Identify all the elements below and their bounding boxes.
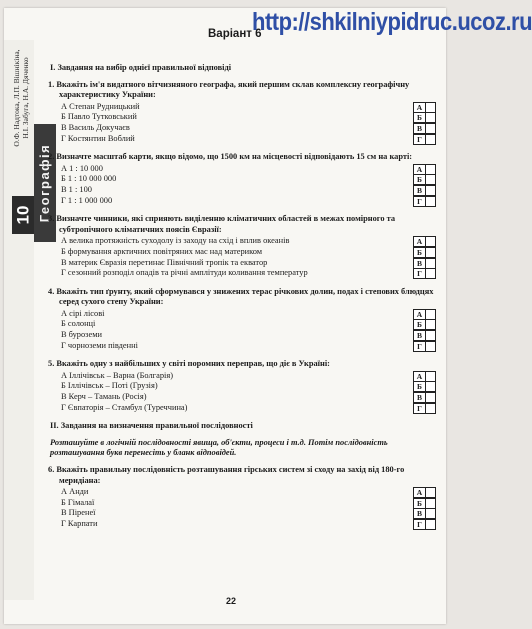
answer-checkbox[interactable] — [426, 123, 436, 134]
question — [48, 80, 434, 145]
answer-grid-row — [413, 371, 436, 381]
section-1-title: I. Завдання на вибір однієї правильної відповіді — [50, 63, 232, 72]
answer-grid-letter: В — [413, 123, 426, 134]
answer-grid-letter: Б — [413, 498, 426, 509]
question-text: 1. Вкажіть ім'я видатного вітчизняного географа, який першим склав комплексну географічну характеристику України: — [48, 79, 410, 100]
question-text: 6. Вкажіть правильну послідовність розташування гірських систем зі сходу на захід від 180-го меридіана: — [48, 465, 405, 485]
answer-option: В 1 : 100 — [61, 184, 92, 194]
answer-checkbox[interactable] — [426, 134, 436, 145]
answer-option: Б солонці — [61, 319, 96, 329]
authors-line-2: Н.І. Забуга, Н.А. Дяченко — [21, 57, 30, 139]
answer-grid-letter: А — [413, 102, 426, 113]
answer-block — [48, 371, 434, 413]
answer-option: Б Павло Тутковський — [61, 112, 137, 122]
answer-grid-row — [413, 164, 436, 174]
answer-checkbox[interactable] — [426, 164, 436, 175]
answer-checkbox[interactable] — [426, 381, 436, 392]
answer-grid-letter: Б — [413, 112, 426, 123]
answer-grid — [413, 309, 436, 351]
answer-grid-letter: Г — [413, 403, 426, 414]
answer-checkbox[interactable] — [426, 498, 436, 509]
answer-options — [48, 164, 116, 206]
answer-option: А Іллічівськ – Варна (Болгарія) — [61, 370, 173, 380]
answer-grid — [413, 371, 436, 413]
answer-checkbox[interactable] — [426, 341, 436, 352]
answer-checkbox[interactable] — [426, 102, 436, 113]
grade-number: 10 — [12, 205, 32, 225]
answer-option: А Анди — [61, 487, 89, 497]
answer-checkbox[interactable] — [426, 330, 436, 341]
answer-option: В Керч – Тамань (Росія) — [61, 392, 147, 402]
answer-checkbox[interactable] — [426, 174, 436, 185]
question — [48, 152, 434, 206]
question-text: 4. Вкажіть тип ґрунту, який сформувався у знижених терас річкових долин, подах і степових блюдцях серед сухого степу України: — [48, 286, 434, 307]
answer-grid-letter: Г — [413, 519, 426, 530]
answer-grid-letter: Г — [413, 196, 426, 207]
answer-grid-letter: В — [413, 258, 426, 269]
answer-option: А сірі лісові — [61, 308, 105, 318]
answer-grid-letter: В — [413, 392, 426, 403]
answer-grid-row — [413, 123, 436, 133]
answer-grid-row — [413, 319, 436, 329]
section-1-questions — [48, 80, 434, 414]
answer-grid-row — [413, 392, 436, 402]
section-2-instruction: Розташуйте в логічній послідовності явища, об'єкти, процеси і т.д. Потім послідовність розташування букв перенесіть у бланк відповідей. — [50, 437, 388, 458]
question-text: 3. Визначте чинники, які сприяють виділенню кліматичних областей в межах помірного та субтропічного кліматичних поясів Євразії: — [48, 214, 396, 234]
answer-checkbox[interactable] — [426, 236, 436, 247]
authors-line-1: О.Ф. Надтока, Л.П. Вішнікіна, — [12, 49, 21, 147]
question — [48, 287, 434, 352]
answer-option: В буроземи — [61, 330, 102, 340]
answer-checkbox[interactable] — [426, 371, 436, 382]
answer-grid-row — [413, 341, 436, 351]
answer-checkbox[interactable] — [426, 487, 436, 498]
answer-option: Г Костянтин Воблий — [61, 133, 135, 143]
answer-option: А велика протяжність суходолу із заходу на схід і вплив океанів — [61, 236, 290, 246]
answer-grid-row — [413, 403, 436, 413]
answer-option: А 1 : 10 000 — [61, 163, 103, 173]
answer-options — [48, 102, 140, 144]
answer-grid-letter: Б — [413, 319, 426, 330]
answer-option: В Василь Докучаєв — [61, 122, 130, 132]
answer-option: Б 1 : 10 000 000 — [61, 174, 117, 184]
answer-grid-row — [413, 330, 436, 340]
answer-grid-row — [413, 196, 436, 206]
question — [48, 359, 434, 413]
answer-grid-letter: В — [413, 185, 426, 196]
answer-grid-letter: В — [413, 508, 426, 519]
answer-grid — [413, 487, 436, 529]
answer-checkbox[interactable] — [426, 519, 436, 530]
site-url-watermark: http://shkilniypidruc.ucoz.ru — [252, 7, 532, 36]
answer-grid — [413, 102, 436, 144]
answer-grid-row — [413, 381, 436, 391]
grade-badge — [12, 196, 34, 234]
answer-block — [48, 309, 434, 351]
answer-grid-letter: Г — [413, 268, 426, 279]
answer-checkbox[interactable] — [426, 185, 436, 196]
answer-checkbox[interactable] — [426, 508, 436, 519]
answer-grid-letter: А — [413, 371, 426, 382]
answer-grid-letter: Б — [413, 381, 426, 392]
answer-option: В Піренеї — [61, 508, 96, 518]
answer-options — [48, 309, 138, 351]
answer-grid-row — [413, 112, 436, 122]
answer-grid-letter: А — [413, 236, 426, 247]
answer-grid-row — [413, 268, 436, 278]
answer-options — [48, 371, 187, 413]
answer-options — [48, 487, 97, 529]
answer-option: Г сезонний розподіл опадів та річні амплітуди коливання температур — [61, 268, 308, 278]
page-number: 22 — [226, 596, 237, 606]
answer-grid-letter: А — [413, 164, 426, 175]
answer-grid-letter: А — [413, 487, 426, 498]
answer-grid-row — [413, 498, 436, 508]
subject-label: Географія — [34, 124, 56, 242]
question-text: 2. Визначте масштаб карти, якщо відомо, що 1500 км на місцевості відповідають 15 см на карті: — [48, 152, 413, 162]
answer-option: Б формування арктичних повітряних мас над материком — [61, 246, 263, 256]
answer-option: Б Гімалаї — [61, 497, 95, 507]
answer-block — [48, 236, 434, 278]
answer-option: А Степан Рудницький — [61, 101, 140, 111]
answer-grid-row — [413, 258, 436, 268]
answer-option: Г Євпаторія – Стамбул (Туреччина) — [61, 402, 188, 412]
answer-grid-letter: А — [413, 309, 426, 320]
section-2-title: II. Завдання на визначення правильної послідовності — [50, 421, 253, 431]
question — [48, 214, 434, 279]
answer-grid-row — [413, 519, 436, 529]
question-text: 5. Вкажіть одну з найбільших у світі поромних переправ, що діє в Україні: — [48, 359, 330, 369]
answer-grid-letter: Г — [413, 341, 426, 352]
answer-checkbox[interactable] — [426, 268, 436, 279]
answer-checkbox[interactable] — [426, 319, 436, 330]
answer-option: Г Карпати — [61, 518, 98, 528]
answer-option: В материк Євразія перетинає Північний тропік та екватор — [61, 257, 268, 267]
side-authors — [12, 0, 32, 196]
answer-option: Г чорноземи південні — [61, 340, 138, 350]
answer-block — [48, 164, 434, 206]
answer-grid-letter: В — [413, 330, 426, 341]
answer-checkbox[interactable] — [426, 392, 436, 403]
answer-checkbox[interactable] — [426, 309, 436, 320]
answer-grid-row — [413, 174, 436, 184]
answer-grid-row — [413, 487, 436, 497]
answer-grid-letter: Г — [413, 134, 426, 145]
answer-option: Б Іллічівськ – Поті (Грузія) — [61, 381, 158, 391]
answer-grid-row — [413, 134, 436, 144]
question — [48, 465, 434, 530]
answer-options — [48, 236, 308, 278]
answer-grid-row — [413, 185, 436, 195]
answer-grid-row — [413, 102, 436, 112]
answer-option: Г 1 : 1 000 000 — [61, 195, 113, 205]
variant-title: Варіант 6 — [208, 28, 262, 40]
answer-grid-row — [413, 508, 436, 518]
answer-grid — [413, 164, 436, 206]
answer-grid-row — [413, 247, 436, 257]
answer-checkbox[interactable] — [426, 196, 436, 207]
test-content — [48, 63, 434, 538]
answer-checkbox[interactable] — [426, 247, 436, 258]
answer-grid-row — [413, 236, 436, 246]
answer-grid — [413, 236, 436, 278]
answer-block — [48, 487, 434, 529]
answer-grid-letter: Б — [413, 174, 426, 185]
section-2-questions — [48, 465, 434, 530]
answer-checkbox[interactable] — [426, 258, 436, 269]
answer-grid-letter: Б — [413, 247, 426, 258]
answer-checkbox[interactable] — [426, 403, 436, 414]
answer-grid-row — [413, 309, 436, 319]
answer-checkbox[interactable] — [426, 112, 436, 123]
answer-block — [48, 102, 434, 144]
